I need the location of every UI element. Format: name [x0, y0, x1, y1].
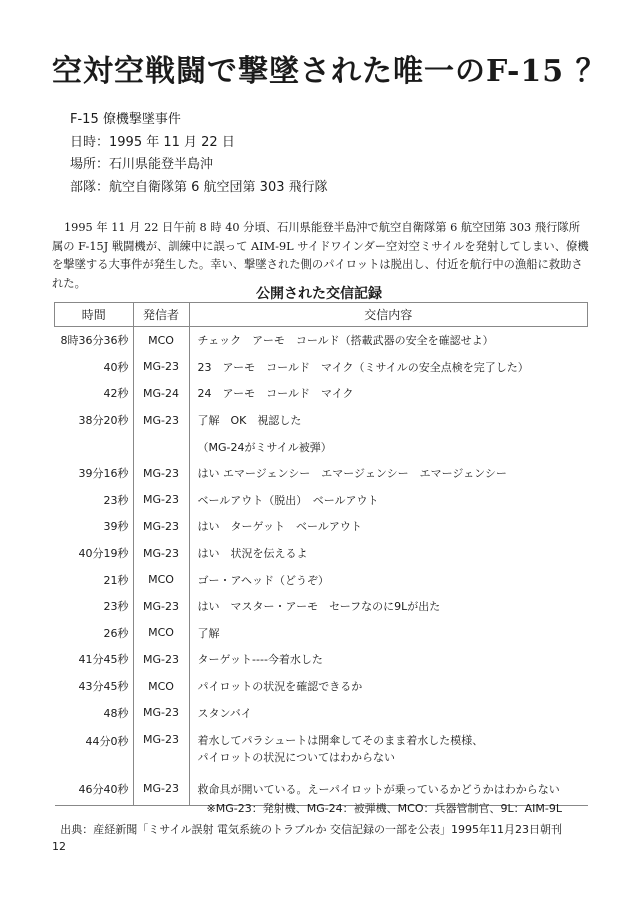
cell-message: （MG-24がミサイル被弾）	[197, 440, 332, 454]
info-date: 日時：1995 年 11 月 22 日	[70, 134, 235, 150]
cell-sender: MG-23	[133, 407, 189, 434]
info-location: 場所：石川県能登半島沖	[70, 157, 214, 172]
table-row	[55, 327, 588, 354]
cell-sender: MG-23	[133, 726, 189, 773]
cell-sender: MG-23	[133, 354, 189, 381]
cell-message: はい エマージェンシー エマージェンシー エマージェンシー	[197, 467, 507, 481]
cell-sender: MG-23	[133, 646, 189, 673]
cell-message: スタンバイ	[197, 706, 252, 720]
cell-sender: MG-23	[133, 460, 189, 487]
cell-time: 26秒	[103, 626, 129, 640]
cell-message: ゴー・アヘッド（どうぞ）	[197, 573, 330, 587]
cell-message: はい ターゲット ベールアウト	[197, 520, 362, 534]
table-row	[55, 354, 588, 381]
table-row	[55, 673, 588, 700]
table-title: 公開された交信記録	[256, 286, 382, 302]
cell-sender: MCO	[133, 620, 189, 647]
cell-sender: MG-24	[133, 380, 189, 407]
cell-time: 23秒	[103, 600, 129, 614]
cell-time: 39分16秒	[78, 467, 129, 481]
cell-time: 42秒	[103, 387, 129, 401]
cell-sender: MG-23	[133, 773, 189, 806]
cell-time: 44分0秒	[85, 734, 129, 748]
cell-message: 了解	[197, 626, 220, 640]
cell-message: ターゲット----今着水した	[197, 653, 323, 667]
cell-time: 43分45秒	[78, 680, 129, 694]
cell-time: 46分40秒	[78, 782, 129, 796]
abbreviation-note: ※MG-23：発射機、MG-24：被弾機、MCO：兵器管制官、9L：AIM-9L	[206, 802, 562, 815]
cell-sender: MG-23	[133, 540, 189, 567]
header-time: 時間	[55, 303, 134, 327]
cell-message-line-2: パイロットの状況についてはわからない	[197, 751, 396, 765]
cell-time: 8時36分36秒	[60, 334, 129, 348]
info-incident-name: F-15 僚機撃墜事件	[70, 112, 181, 127]
cell-time	[55, 433, 134, 460]
header-sender: 発信者	[133, 303, 189, 327]
table-row	[55, 726, 588, 773]
cell-message-line-1: 着水してパラシュートは開傘してそのまま着水した模様、	[197, 734, 484, 748]
cell-time: 21秒	[103, 573, 129, 587]
page-title: 空対空戦闘で撃墜された唯一のF-15 ？	[52, 54, 607, 89]
cell-sender: MG-23	[133, 513, 189, 540]
cell-message: 23 アーモ コールド マイク（ミサイルの安全点検を完了した）	[197, 360, 529, 374]
cell-message: はい 状況を伝えるよ	[197, 547, 308, 561]
cell-sender: MG-23	[133, 593, 189, 620]
lead-paragraph: 1995 年 11 月 22 日午前 8 時 40 分頃、石川県能登半島沖で航空自衛隊第 6 航空団第 303 飛行隊所属の F-15J 戦闘機が、訓練中に誤って AIM-9L サイドワインダー空対空ミサイルを発射してしまい、僚機を撃墜する大事件が発生した。幸い、撃墜された側のパイロットは脱出し、付近を航行中の漁船に救助された。	[52, 221, 589, 290]
table-row	[55, 620, 588, 647]
source-citation: 出典：産経新聞「ミサイル誤射 電気系統のトラブルか 交信記録の一部を公表」1995年11月23日朝刊	[60, 823, 562, 836]
cell-sender: MCO	[133, 327, 189, 354]
cell-message: 救命具が開いている。えーパイロットが乗っているかどうかはわからない	[197, 782, 560, 796]
cell-time: 48秒	[103, 706, 129, 720]
table-row	[55, 646, 588, 673]
table-row	[55, 593, 588, 620]
cell-message: パイロットの状況を確認できるか	[197, 680, 363, 694]
cell-time: 38分20秒	[78, 414, 129, 428]
table-row	[55, 407, 588, 434]
table-row	[55, 487, 588, 514]
table-row	[55, 513, 588, 540]
table-row	[55, 540, 588, 567]
cell-sender: MCO	[133, 566, 189, 593]
cell-message: はい マスター・アーモ セーフなのに9Lが出た	[197, 600, 441, 614]
cell-message: チェック アーモ コールド（搭載武器の安全を確認せよ）	[197, 334, 494, 348]
cell-sender	[133, 433, 189, 460]
page-number: 12	[52, 840, 66, 853]
table-row	[55, 380, 588, 407]
table-row	[55, 460, 588, 487]
cell-sender: MG-23	[133, 487, 189, 514]
table-row	[55, 699, 588, 726]
cell-message: ベールアウト（脱出） ベールアウト	[197, 493, 379, 507]
cell-time: 23秒	[103, 493, 129, 507]
cell-message: 了解 OK 視認した	[197, 414, 302, 428]
header-message: 交信内容	[189, 303, 588, 327]
table-row	[55, 433, 588, 460]
communication-log-table	[54, 302, 588, 806]
cell-time: 40秒	[103, 360, 129, 374]
cell-sender: MG-23	[133, 699, 189, 726]
cell-message: 24 アーモ コールド マイク	[197, 387, 354, 401]
cell-time: 41分45秒	[78, 653, 129, 667]
cell-time: 39秒	[103, 520, 129, 534]
cell-sender: MCO	[133, 673, 189, 700]
cell-message-multiline	[189, 726, 588, 773]
table-header-row	[55, 303, 588, 327]
incident-info	[70, 109, 328, 199]
info-unit: 部隊：航空自衛隊第 6 航空団第 303 飛行隊	[70, 179, 328, 195]
table-row	[55, 566, 588, 593]
cell-time: 40分19秒	[78, 547, 129, 561]
